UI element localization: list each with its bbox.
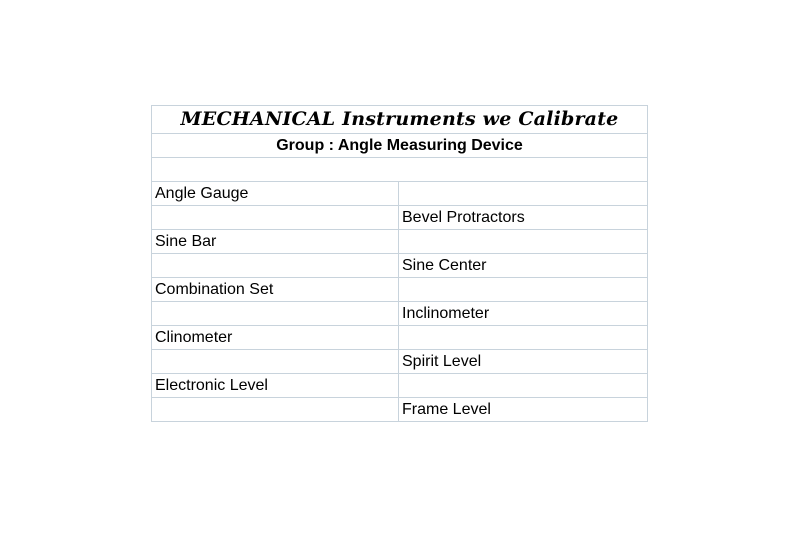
instrument-cell-left (152, 350, 399, 374)
table-row (152, 206, 648, 230)
table-row (152, 254, 648, 278)
title-row (152, 106, 648, 134)
instrument-cell-left: Angle Gauge (152, 182, 399, 206)
instrument-cell-right (399, 374, 648, 398)
instrument-cell-left: Clinometer (152, 326, 399, 350)
table-row (152, 278, 648, 302)
instrument-cell-right (399, 230, 648, 254)
table-row (152, 182, 648, 206)
instrument-cell-left: Sine Bar (152, 230, 399, 254)
table-row (152, 374, 648, 398)
instrument-cell-right (399, 182, 648, 206)
instrument-cell-left: Combination Set (152, 278, 399, 302)
group-heading: Group : Angle Measuring Device (152, 134, 648, 158)
group-row (152, 134, 648, 158)
table-row (152, 350, 648, 374)
instrument-cell-right: Bevel Protractors (399, 206, 648, 230)
table-row (152, 398, 648, 422)
instrument-cell-left (152, 302, 399, 326)
instrument-cell-left (152, 398, 399, 422)
instrument-cell-right: Frame Level (399, 398, 648, 422)
table-row (152, 302, 648, 326)
blank-row (152, 158, 648, 182)
instrument-cell-right: Inclinometer (399, 302, 648, 326)
blank-cell (152, 158, 648, 182)
instrument-cell-right (399, 326, 648, 350)
instrument-cell-left (152, 206, 399, 230)
table-title: MECHANICAL Instruments we Calibrate (152, 106, 648, 134)
instrument-cell-left: Electronic Level (152, 374, 399, 398)
table-row (152, 230, 648, 254)
table-row (152, 326, 648, 350)
instrument-cell-right (399, 278, 648, 302)
instrument-cell-left (152, 254, 399, 278)
instrument-cell-right: Sine Center (399, 254, 648, 278)
instrument-cell-right: Spirit Level (399, 350, 648, 374)
instruments-table (151, 105, 648, 422)
